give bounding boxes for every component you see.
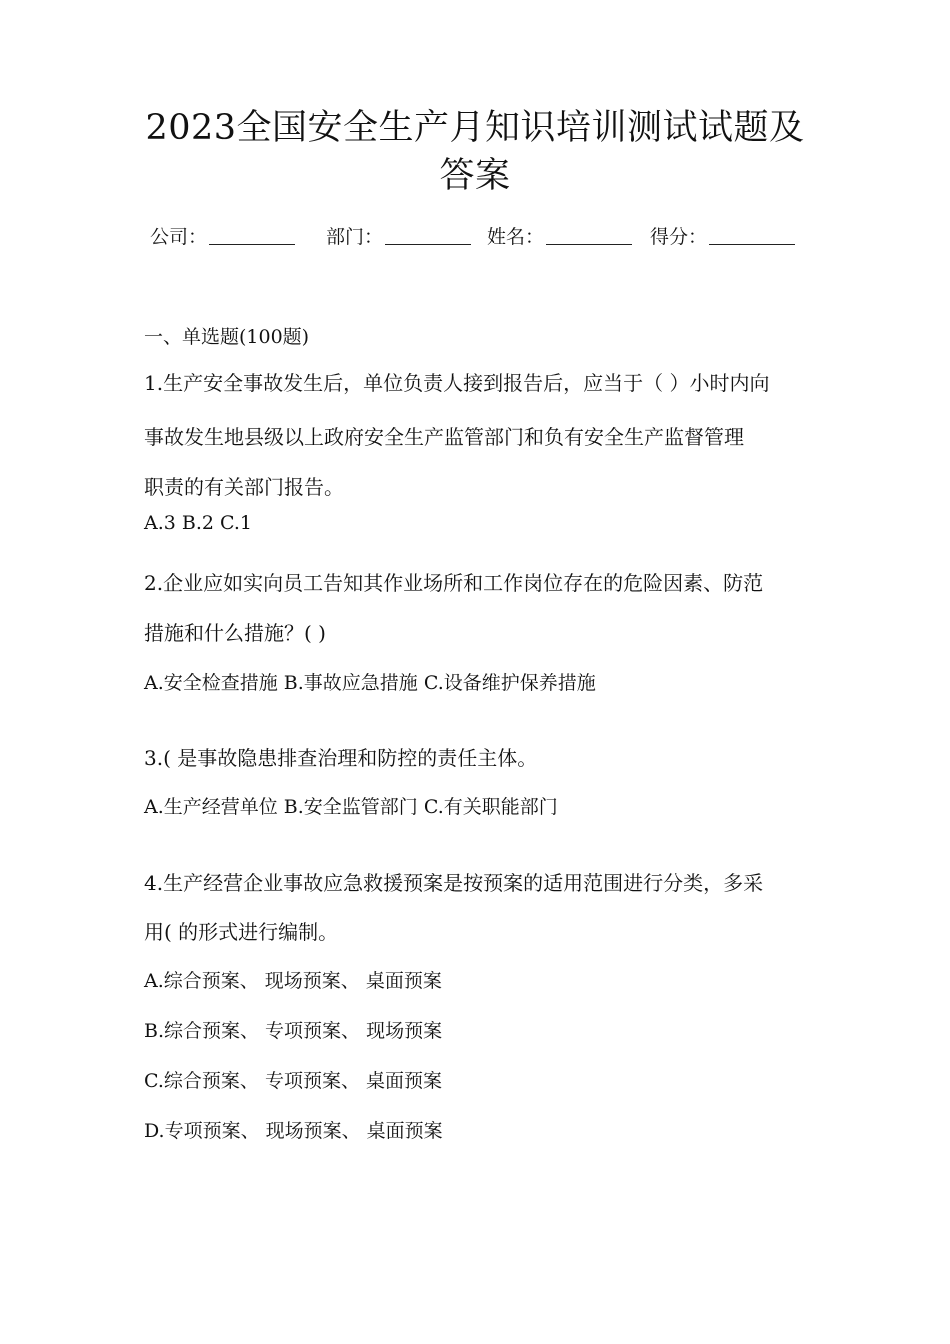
document-title-line-1: 2023全国安全生产月知识培训测试试题及 — [145, 108, 805, 148]
question-4-line-2: 用( 的形式进行编制。 — [144, 920, 339, 944]
name-label: 姓名： — [487, 226, 545, 248]
name-field — [487, 222, 632, 252]
name-blank — [546, 222, 632, 245]
company-field — [150, 222, 295, 252]
company-label: 公司： — [150, 226, 208, 248]
question-1-line-1: 1.生产安全事故发生后，单位负责人接到报告后，应当于（ ）小时内向 — [144, 371, 770, 395]
question-2-options: A.安全检查措施 B.事故应急措施 C.设备维护保养措施 — [144, 672, 596, 694]
question-4-option-a: A.综合预案、 现场预案、 桌面预案 — [144, 970, 442, 992]
question-4-line-1: 4.生产经营企业事故应急救援预案是按预案的适用范围进行分类，多采 — [144, 871, 764, 895]
score-field — [650, 222, 795, 252]
question-1-options: A.3 B.2 C.1 — [144, 512, 253, 534]
question-1-line-3: 职责的有关部门报告。 — [144, 475, 344, 499]
question-2-line-1: 2.企业应如实向员工告知其作业场所和工作岗位存在的危险因素、防范 — [144, 571, 764, 595]
question-4-option-d: D.专项预案、 现场预案、 桌面预案 — [144, 1120, 443, 1142]
question-4-option-b: B.综合预案、 专项预案、 现场预案 — [144, 1020, 443, 1042]
department-label: 部门： — [326, 226, 384, 248]
department-field — [326, 222, 471, 252]
section-heading: 一、单选题(100题) — [144, 326, 310, 348]
info-row — [150, 222, 810, 252]
department-blank — [385, 222, 471, 245]
question-3-line-1: 3.( 是事故隐患排查治理和防控的责任主体。 — [144, 746, 538, 770]
question-3-options: A.生产经营单位 B.安全监管部门 C.有关职能部门 — [144, 796, 558, 818]
document-title-line-2: 答案 — [439, 156, 511, 196]
score-blank — [709, 222, 795, 245]
score-label: 得分： — [650, 226, 708, 248]
company-blank — [209, 222, 295, 245]
question-2-line-2: 措施和什么措施？( ) — [144, 621, 326, 645]
question-1-line-2: 事故发生地县级以上政府安全生产监管部门和负有安全生产监督管理 — [144, 425, 744, 449]
question-4-option-c: C.综合预案、 专项预案、 桌面预案 — [144, 1070, 442, 1092]
